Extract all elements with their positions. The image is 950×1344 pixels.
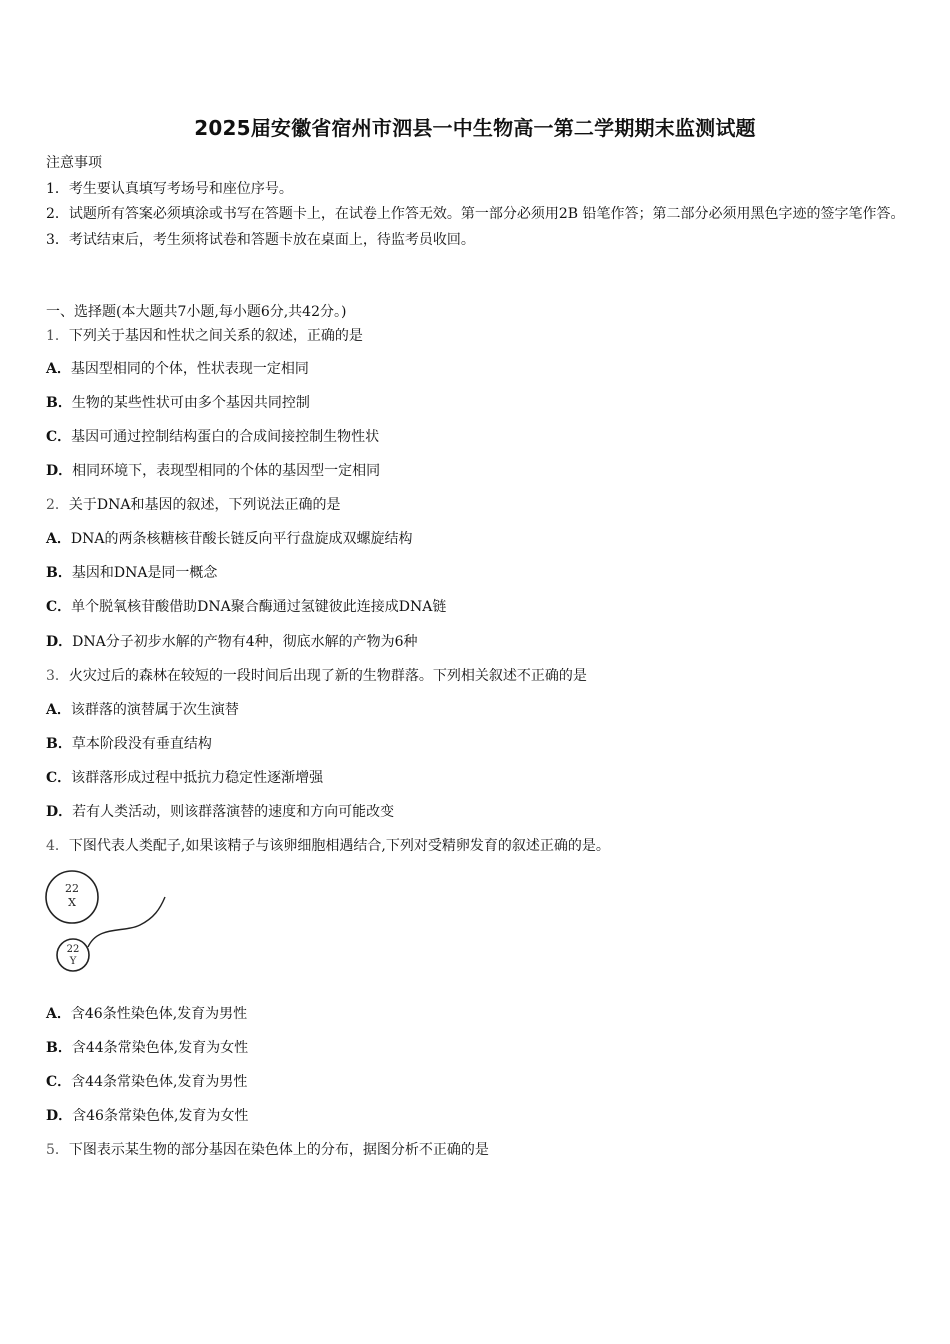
sperm-tail: [88, 897, 165, 947]
section-heading: 一、选择题(本大题共7小题,每小题6分,共42分。): [46, 304, 347, 320]
question-4-stem: [46, 834, 610, 858]
question-3-stem: [46, 664, 587, 688]
option-text: 该群落形成过程中抵抗力稳定性逐渐增强: [71, 770, 324, 786]
option-letter: B．: [46, 736, 72, 752]
option-letter: A．: [46, 702, 71, 718]
notice-item: 1．考生要认真填写考场号和座位序号。: [46, 180, 293, 197]
option-letter: C．: [46, 599, 72, 615]
option-letter: A．: [46, 531, 71, 547]
option-letter: B．: [46, 1040, 72, 1056]
option-letter: C．: [46, 429, 72, 445]
option-letter: A．: [46, 361, 71, 377]
question-4-option-b: [46, 1036, 248, 1060]
question-1-option-b: [46, 391, 310, 415]
notice-heading: 注意事项: [46, 155, 102, 171]
question-4-option-c: [46, 1070, 247, 1094]
option-letter: D．: [46, 634, 73, 650]
sperm-label-top: 22: [66, 944, 80, 955]
option-text: 生物的某些性状可由多个基因共同控制: [71, 395, 310, 411]
option-text: 相同环境下，表现型相同的个体的基因型一定相同: [72, 463, 381, 479]
question-text: 关于DNA和基因的叙述，下列说法正确的是: [68, 497, 341, 513]
option-letter: B．: [46, 395, 72, 411]
option-letter: C．: [46, 770, 72, 786]
question-text: 下图表示某生物的部分基因在染色体上的分布，据图分析不正确的是: [68, 1142, 489, 1158]
egg-label-top: 22: [65, 882, 79, 895]
option-text: 该群落的演替属于次生演替: [70, 702, 239, 718]
option-text: 草本阶段没有垂直结构: [71, 736, 212, 752]
question-2-option-a: [46, 527, 412, 551]
option-letter: C．: [46, 1074, 72, 1090]
question-1-option-a: [46, 357, 309, 381]
option-text: 基因型相同的个体，性状表现一定相同: [70, 361, 309, 377]
option-letter: D．: [46, 1108, 73, 1124]
option-text: DNA的两条核糖核苷酸长链反向平行盘旋成双螺旋结构: [70, 531, 413, 547]
question-text: 下列关于基因和性状之间关系的叙述，正确的是: [68, 328, 363, 344]
option-letter: D．: [46, 463, 73, 479]
question-2-stem: [46, 493, 341, 517]
question-3-option-a: [46, 698, 239, 722]
notice-item: 3．考试结束后，考生须将试卷和答题卡放在桌面上，待监考员收回。: [46, 231, 475, 248]
option-text: 基因可通过控制结构蛋白的合成间接控制生物性状: [71, 429, 380, 445]
option-text: 含44条常染色体,发育为女性: [71, 1040, 249, 1056]
question-text: 火灾过后的森林在较短的一段时间后出现了新的生物群落。下列相关叙述不正确的是: [68, 668, 587, 684]
question-5-stem: [46, 1138, 489, 1162]
notice-item: 2．试题所有答案必须填涂或书写在答题卡上，在试卷上作答无效。第一部分必须用2B 铅笔作答；第二部分必须用黑色字迹的签字笔作答。: [46, 206, 905, 222]
option-letter: D．: [46, 804, 73, 820]
question-3-option-b: [46, 732, 212, 756]
question-number: 1．: [46, 328, 69, 344]
question-number: 5．: [46, 1142, 69, 1158]
option-text: DNA分子初步水解的产物有4种，彻底水解的产物为6种: [72, 634, 418, 650]
option-letter: A．: [46, 1006, 71, 1022]
question-2-option-b: [46, 561, 217, 585]
option-text: 若有人类活动，则该群落演替的速度和方向可能改变: [72, 804, 395, 820]
gamete-figure: [40, 863, 175, 978]
gamete-diagram: [40, 863, 175, 978]
question-number: 3．: [46, 668, 69, 684]
option-text: 含46条常染色体,发育为女性: [72, 1108, 249, 1124]
question-3-option-d: [46, 800, 394, 824]
question-4-option-a: [46, 1002, 247, 1026]
page-title: 2025届安徽省宿州市泗县一中生物高一第二学期期末监测试题: [194, 116, 756, 140]
option-text: 含44条常染色体,发育为男性: [71, 1074, 248, 1090]
question-2-option-d: [46, 630, 418, 654]
question-4-option-d: [46, 1104, 248, 1128]
question-number: 2．: [46, 497, 69, 513]
egg-label-bottom: X: [68, 896, 76, 909]
question-number: 4．: [46, 838, 69, 854]
question-2-option-c: [46, 595, 446, 619]
sperm-label-bottom: Y: [69, 956, 77, 967]
question-1-option-c: [46, 425, 379, 449]
option-text: 含46条性染色体,发育为男性: [70, 1006, 248, 1022]
question-3-option-c: [46, 766, 323, 790]
option-letter: B．: [46, 565, 72, 581]
notice-block: [46, 151, 906, 253]
question-1-option-d: [46, 459, 380, 483]
option-text: 单个脱氧核苷酸借助DNA聚合酶通过氢键彼此连接成DNA链: [71, 599, 447, 615]
question-1-stem: [46, 324, 363, 348]
question-text: 下图代表人类配子,如果该精子与该卵细胞相遇结合,下列对受精卵发育的叙述正确的是。: [68, 838, 610, 854]
option-text: 基因和DNA是同一概念: [71, 565, 218, 581]
